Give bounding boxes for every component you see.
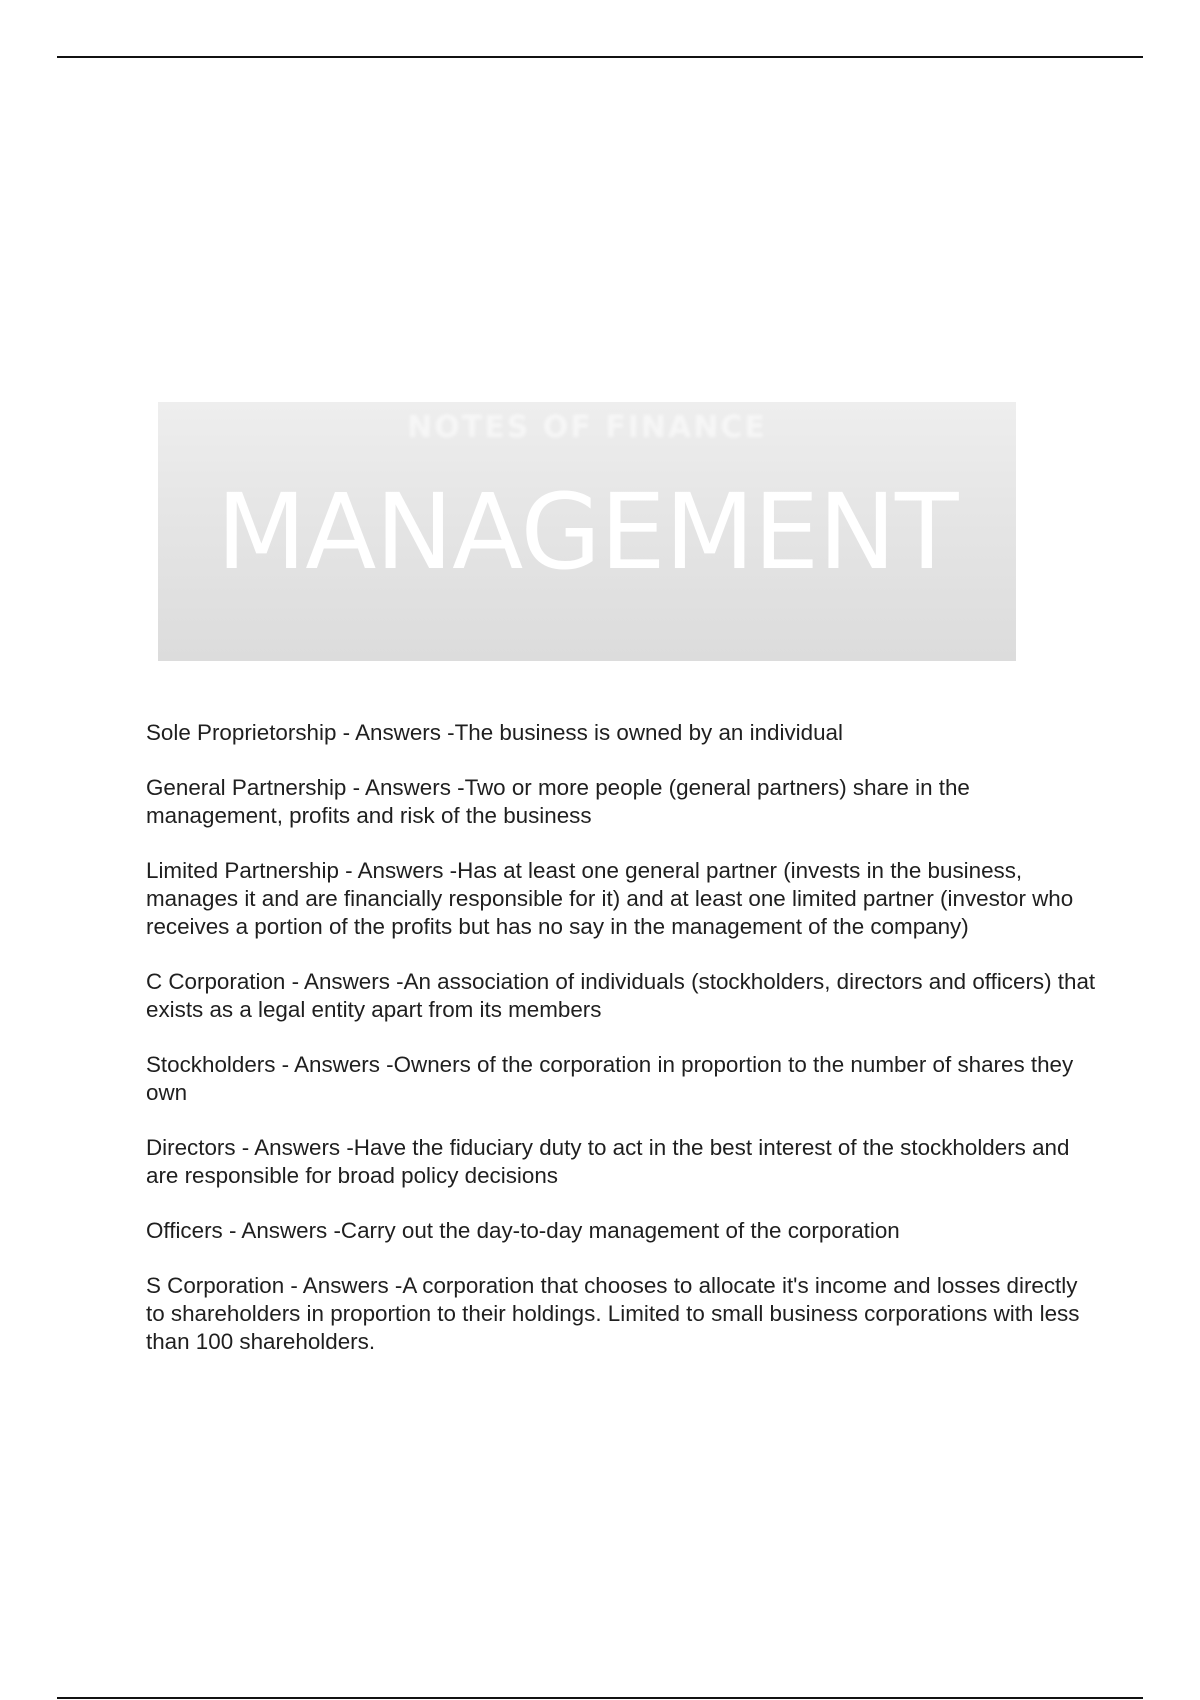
header-rule	[57, 56, 1143, 58]
management-banner-image	[158, 402, 1016, 661]
entry-limited-partnership: Limited Partnership - Answers -Has at least one general partner (invests in the business, manages it and are financially responsible for it) and at least one limited partner (investor who receives a portion of the profits but has no say in the management of the company)	[146, 858, 1074, 939]
banner-top-text: NOTES OF FINANCE	[407, 410, 767, 445]
entry-directors: Directors - Answers -Have the fiduciary duty to act in the best interest of the stockholders and are responsible for broad policy decisions	[146, 1135, 1070, 1188]
footer-rule	[57, 1697, 1143, 1699]
entry-general-partnership: General Partnership - Answers -Two or more people (general partners) share in the management, profits and risk of the business	[146, 775, 970, 828]
entry-stockholders: Stockholders - Answers -Owners of the corporation in proportion to the number of shares they own	[146, 1052, 1074, 1105]
document-body	[146, 719, 1096, 1383]
entry-c-corporation: C Corporation - Answers -An association of individuals (stockholders, directors and officers) that exists as a legal entity apart from its members	[146, 969, 1096, 1022]
entry-officers: Officers - Answers -Carry out the day-to-day management of the corporation	[146, 1218, 900, 1243]
banner-title: MANAGEMENT	[216, 471, 958, 593]
entry-sole-proprietorship: Sole Proprietorship - Answers -The business is owned by an individual	[146, 720, 843, 745]
entry-s-corporation: S Corporation - Answers -A corporation that chooses to allocate it's income and losses directly to shareholders in proportion to their holdings. Limited to small business corporations with less than 100 shareholders.	[146, 1273, 1080, 1354]
